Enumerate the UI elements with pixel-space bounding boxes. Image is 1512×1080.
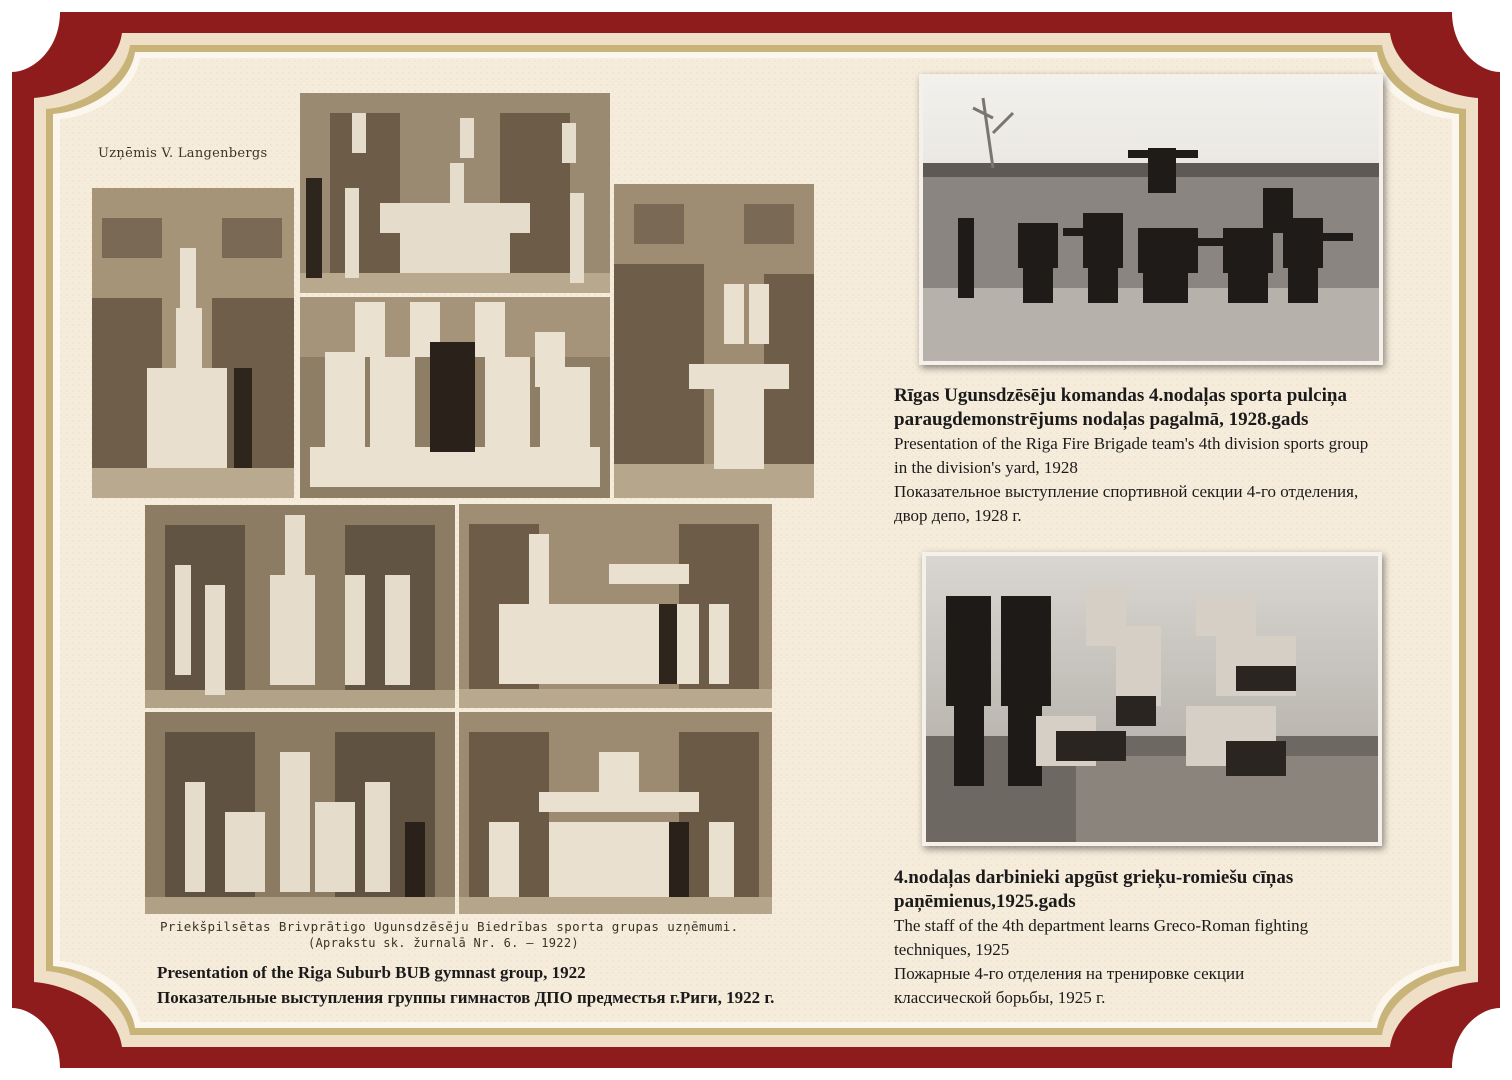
caption-1928-russian-line2: двор депо, 1928 г. — [894, 506, 1022, 525]
caption-1928-title-line1: Rīgas Ugunsdzēsēju komandas 4.nodaļas sporta pulciņa — [894, 385, 1347, 406]
scan-photo-bottom-right — [459, 712, 772, 914]
caption-1925-russian-line1: Пожарные 4-го отделения на тренировке секции — [894, 964, 1245, 983]
photo-credit: Uzņēmis V. Langenbergs — [98, 146, 268, 161]
caption-1925-english-line2: techniques, 1925 — [894, 940, 1010, 959]
scan-photo-top-center — [300, 93, 610, 293]
left-caption-russian: Показательные выступления группы гимнастов ДПО предместья г.Риги, 1922 г. — [157, 988, 775, 1007]
left-caption-english: Presentation of the Riga Suburb BUB gymnast group, 1922 — [157, 963, 586, 982]
scan-photo-right — [614, 184, 814, 498]
caption-1925-english-line1: The staff of the 4th department learns Greco-Roman fighting — [894, 916, 1309, 935]
caption-1928-english-line2: in the division's yard, 1928 — [894, 458, 1078, 477]
photo-gymnastics-1928 — [919, 74, 1383, 365]
scan-photo-mid-right — [459, 504, 772, 708]
photo-wrestling-1925 — [922, 552, 1382, 846]
scan-caption-line1: Priekšpilsētas Brivprātigo Ugunsdzēsēju Biedrības sporta grupas uzņēmumi. — [160, 919, 739, 934]
caption-block-1928 — [894, 384, 1368, 528]
scan-caption-line2: (Aprakstu sk. žurnalā Nr. 6. — 1922) — [308, 936, 579, 950]
scan-photo-center — [300, 297, 610, 498]
caption-1925-title-line1: 4.nodaļas darbinieki apgūst grieķu-romiešu cīņas — [894, 867, 1294, 888]
caption-1925-title-line2: paņēmienus,1925.gads — [894, 891, 1076, 912]
caption-1928-russian-line1: Показательное выступление спортивной секции 4-го отделения, — [894, 482, 1359, 501]
caption-1925-russian-line2: классической борьбы, 1925 г. — [894, 988, 1106, 1007]
scan-photo-bottom-left — [145, 712, 455, 914]
scan-photo-mid-left — [145, 505, 455, 708]
scan-photo-left — [92, 188, 294, 498]
caption-1928-english-line1: Presentation of the Riga Fire Brigade team's 4th division sports group — [894, 434, 1369, 453]
caption-block-1925 — [894, 866, 1308, 1010]
caption-1928-title-line2: paraugdemonstrējums nodaļas pagalmā, 1928.gads — [894, 409, 1309, 430]
